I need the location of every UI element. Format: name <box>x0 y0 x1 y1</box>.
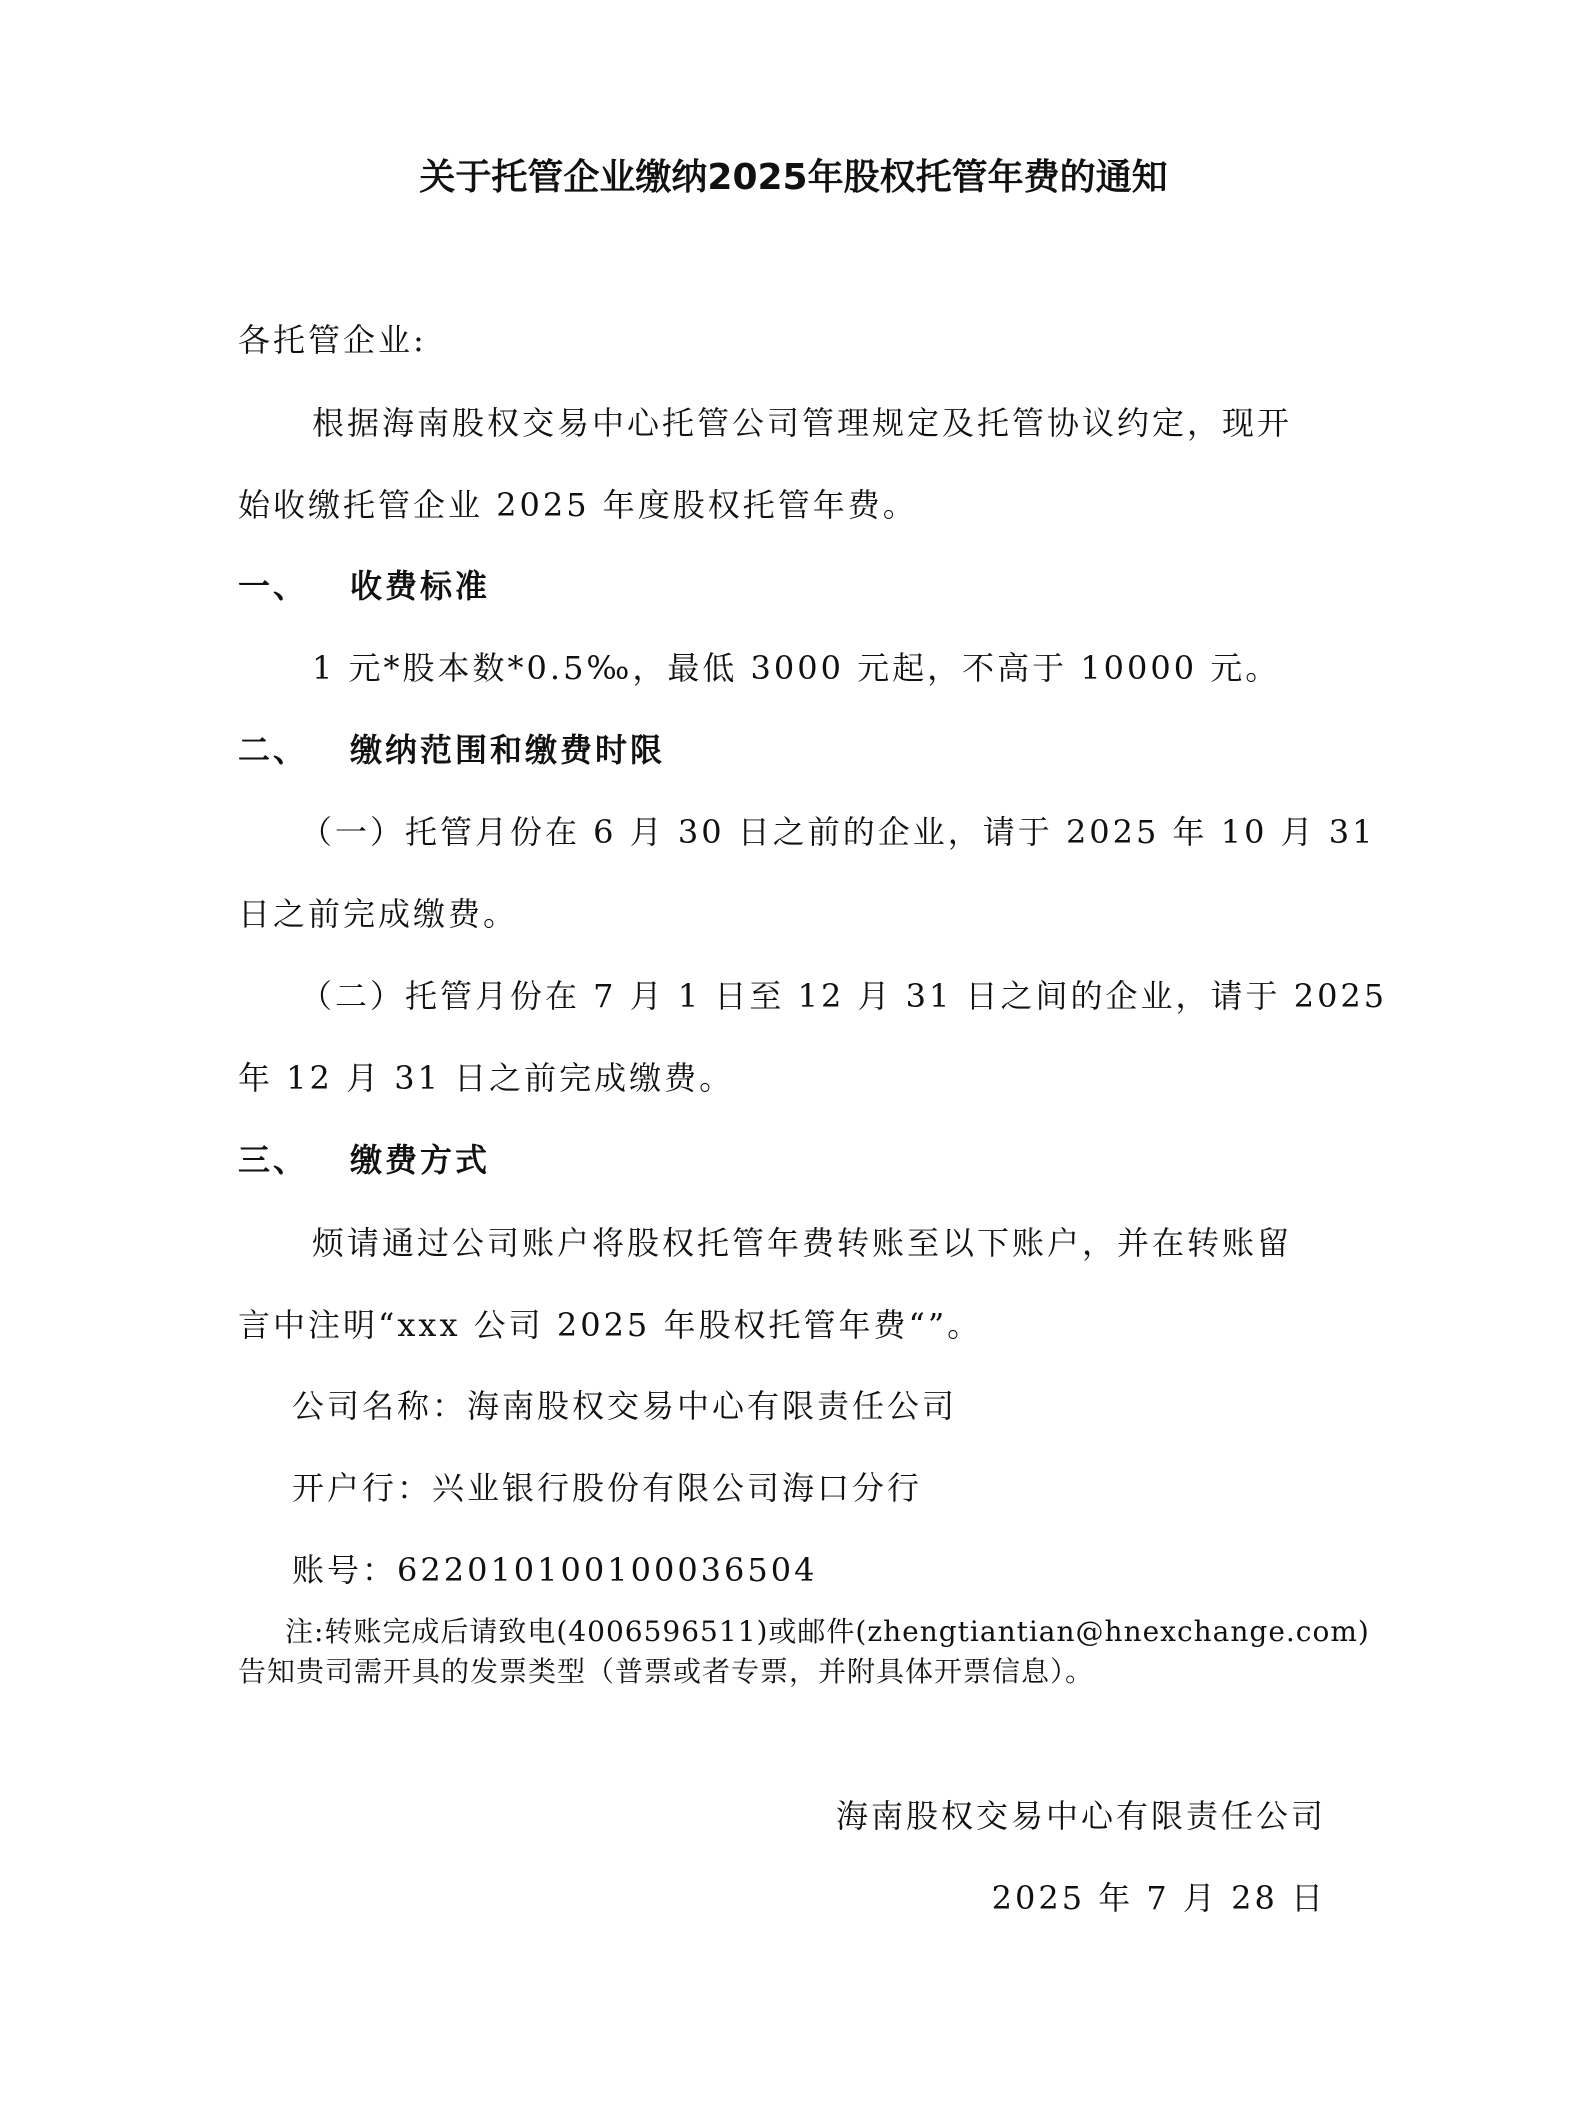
section-number: 二、 <box>238 731 309 769</box>
note-line-1: 注:转账完成后请致电(4006596511)或邮件(zhengtiantian@hnexchange.com) <box>285 1615 1370 1648</box>
payment-line-2: 言中注明“xxx 公司 2025 年股权托管年费“”。 <box>238 1306 983 1344</box>
deadline-1-line-1: （一）托管月份在 6 月 30 日之前的企业，请于 2025 年 10 月 31 <box>300 813 1376 851</box>
signature-org: 海南股权交易中心有限责任公司 <box>835 1797 1326 1835</box>
section-number: 三、 <box>238 1141 309 1179</box>
salutation: 各托管企业: <box>238 321 427 359</box>
signature-date: 2025 年 7 月 28 日 <box>991 1879 1326 1917</box>
deadline-2-line-2: 年 12 月 31 日之前完成缴费。 <box>238 1059 735 1097</box>
section-2-heading <box>238 728 665 772</box>
account-bank: 开户行：兴业银行股份有限公司海口分行 <box>292 1469 923 1507</box>
note-line-2: 告知贵司需开具的发票类型（普票或者专票，并附具体开票信息）。 <box>238 1655 1095 1688</box>
section-number: 一、 <box>238 567 309 605</box>
deadline-2-line-1: （二）托管月份在 7 月 1 日至 12 月 31 日之间的企业，请于 2025 <box>300 977 1388 1015</box>
intro-line-2: 始收缴托管企业 2025 年度股权托管年费。 <box>238 486 918 524</box>
section-title: 收费标准 <box>350 567 491 605</box>
payment-line-1: 烦请通过公司账户将股权托管年费转账至以下账户，并在转账留 <box>312 1224 1293 1262</box>
account-number: 账号：622010100100036504 <box>292 1551 818 1589</box>
deadline-1-line-2: 日之前完成缴费。 <box>238 895 519 933</box>
intro-line-1: 根据海南股权交易中心托管公司管理规定及托管协议约定，现开 <box>312 404 1293 442</box>
section-title: 缴纳范围和缴费时限 <box>350 731 666 769</box>
section-title: 缴费方式 <box>350 1141 491 1179</box>
document-title: 关于托管企业缴纳2025年股权托管年费的通知 <box>419 157 1168 198</box>
section-1-heading <box>238 564 490 608</box>
fee-standard: 1 元*股本数*0.5‰，最低 3000 元起，不高于 10000 元。 <box>312 649 1281 687</box>
account-company: 公司名称：海南股权交易中心有限责任公司 <box>292 1387 958 1425</box>
section-3-heading <box>238 1138 490 1182</box>
